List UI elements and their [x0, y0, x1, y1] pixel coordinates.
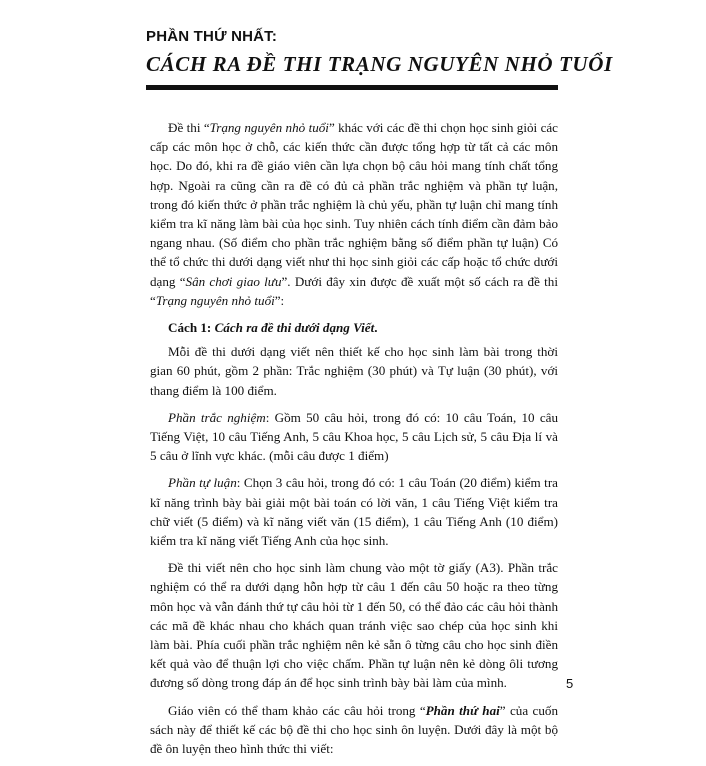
intro-text-2: ” khác với các đề thi chọn học sinh giỏi các cấp các môn học ở chỗ, các kiến thức cần được tổng hợp từ tất cả các môn học. Do đó, khi ra đề giáo viên cần lựa chọn bộ câu hỏi mang tính chất tổng hợp. Ngoài ra cũng cần ra đề có đủ cả phần trắc nghiệm và phần tự luận, trong đó kiến thức ở phần trắc nghiệm là chủ yếu, phần tự luận chỉ mang tính kiểm tra kĩ năng làm bài của học sinh. Tuy nhiên cách tính điểm cần đảm bảo ngang nhau. (Số điểm cho phần trắc nghiệm bằng số điểm phần tự luận) Có thể tổ chức thi dưới dạng viết như thi học sinh giỏi các cấp hoặc tổ chức dưới dạng “	[150, 120, 558, 289]
essay-text: : Chọn 3 câu hỏi, trong đó có: 1 câu Toán (20 điểm) kiểm tra kĩ năng trình bày bài giải một bài toán có lời văn, 1 câu Tiếng Việt kiểm tra chữ viết (5 điểm) và kĩ năng viết văn (15 điểm), 1 câu Tiếng Anh (10 điểm) kiểm tra kĩ năng viết Tiếng Anh của học sinh.	[150, 475, 558, 549]
reference-text-2: ” của cuốn sách này để thiết kế các bộ đề thi cho học sinh ôn luyện. Dưới đây là một bộ đề ôn luyện theo hình thức thi viết:	[150, 702, 558, 757]
essay-paragraph	[150, 473, 558, 550]
method1-colon: :	[206, 320, 215, 336]
title-rule	[146, 85, 558, 90]
part-label: PHẦN THỨ NHẤT:	[146, 28, 278, 45]
body-text	[150, 118, 558, 766]
method1-label: Cách 1	[168, 320, 207, 336]
reference-paragraph	[150, 701, 558, 759]
intro-paragraph	[150, 118, 558, 310]
method1-dot: .	[374, 320, 378, 336]
intro-text-3: ”. Dưới đây xin được đề xuất một số cách ra đề thi “	[150, 273, 558, 308]
intro-quote-3: Trạng nguyên nhỏ tuổi	[155, 292, 275, 308]
method1-heading	[150, 318, 558, 337]
page-number: 5	[566, 676, 574, 691]
reference-text-1: Giáo viên có thể tham khảo các câu hỏi trong “	[168, 702, 426, 718]
essay-label: Phần tự luận	[168, 475, 237, 491]
intro-text-1: Đề thi “	[168, 120, 210, 135]
multiple-choice-paragraph	[150, 408, 558, 466]
method1-title: Cách ra đề thi dưới dạng Viết	[214, 320, 375, 336]
reference-part-two: Phần thứ hai	[425, 702, 500, 718]
chapter-title: CÁCH RA ĐỀ THI TRẠNG NGUYÊN NHỎ TUỔI	[146, 52, 613, 76]
multiple-choice-text: : Gồm 50 câu hỏi, trong đó có: 10 câu Toán, 10 câu Tiếng Việt, 10 câu Tiếng Anh, 5 câu Khoa học, 5 câu Lịch sử, 5 câu Địa lí và 5 câu ở lĩnh vực khác. (mỗi câu được 1 điểm)	[150, 409, 558, 464]
intro-quote-2: Sân chơi giao lưu	[185, 273, 282, 289]
multiple-choice-label: Phần trắc nghiệm	[168, 409, 266, 425]
intro-quote-1: Trạng nguyên nhỏ tuổi	[209, 120, 329, 135]
format-paragraph: Mỗi đề thi dưới dạng viết nên thiết kế cho học sinh làm bài trong thời gian 60 phút, gồm 2 phần: Trắc nghiệm (30 phút) và Tự luận (30 phút), với thang điểm là 100 điểm.	[150, 344, 558, 398]
paper-paragraph: Đề thi viết nên cho học sinh làm chung vào một tờ giấy (A3). Phần trắc nghiệm có thể ra dưới dạng hỗn hợp từ câu 1 đến câu 50 hoặc ra theo từng môn học và vẫn đánh thứ tự câu hỏi từ 1 đến 50, có thể đảo các câu hỏi thành các mã đề khác nhau cho khách quan tránh việc sao chép của học sinh khi làm bài. Phía cuối phần trắc nghiệm nên kẻ sẵn ô từng câu cho học sinh điền kết quả vào để thuận lợi cho việc chấm. Phần tự luận nên kẻ dòng ôli tương đương số dòng trong đáp án để học sinh trình bày bài làm của mình.	[150, 560, 558, 691]
intro-text-4: ”:	[274, 292, 285, 308]
